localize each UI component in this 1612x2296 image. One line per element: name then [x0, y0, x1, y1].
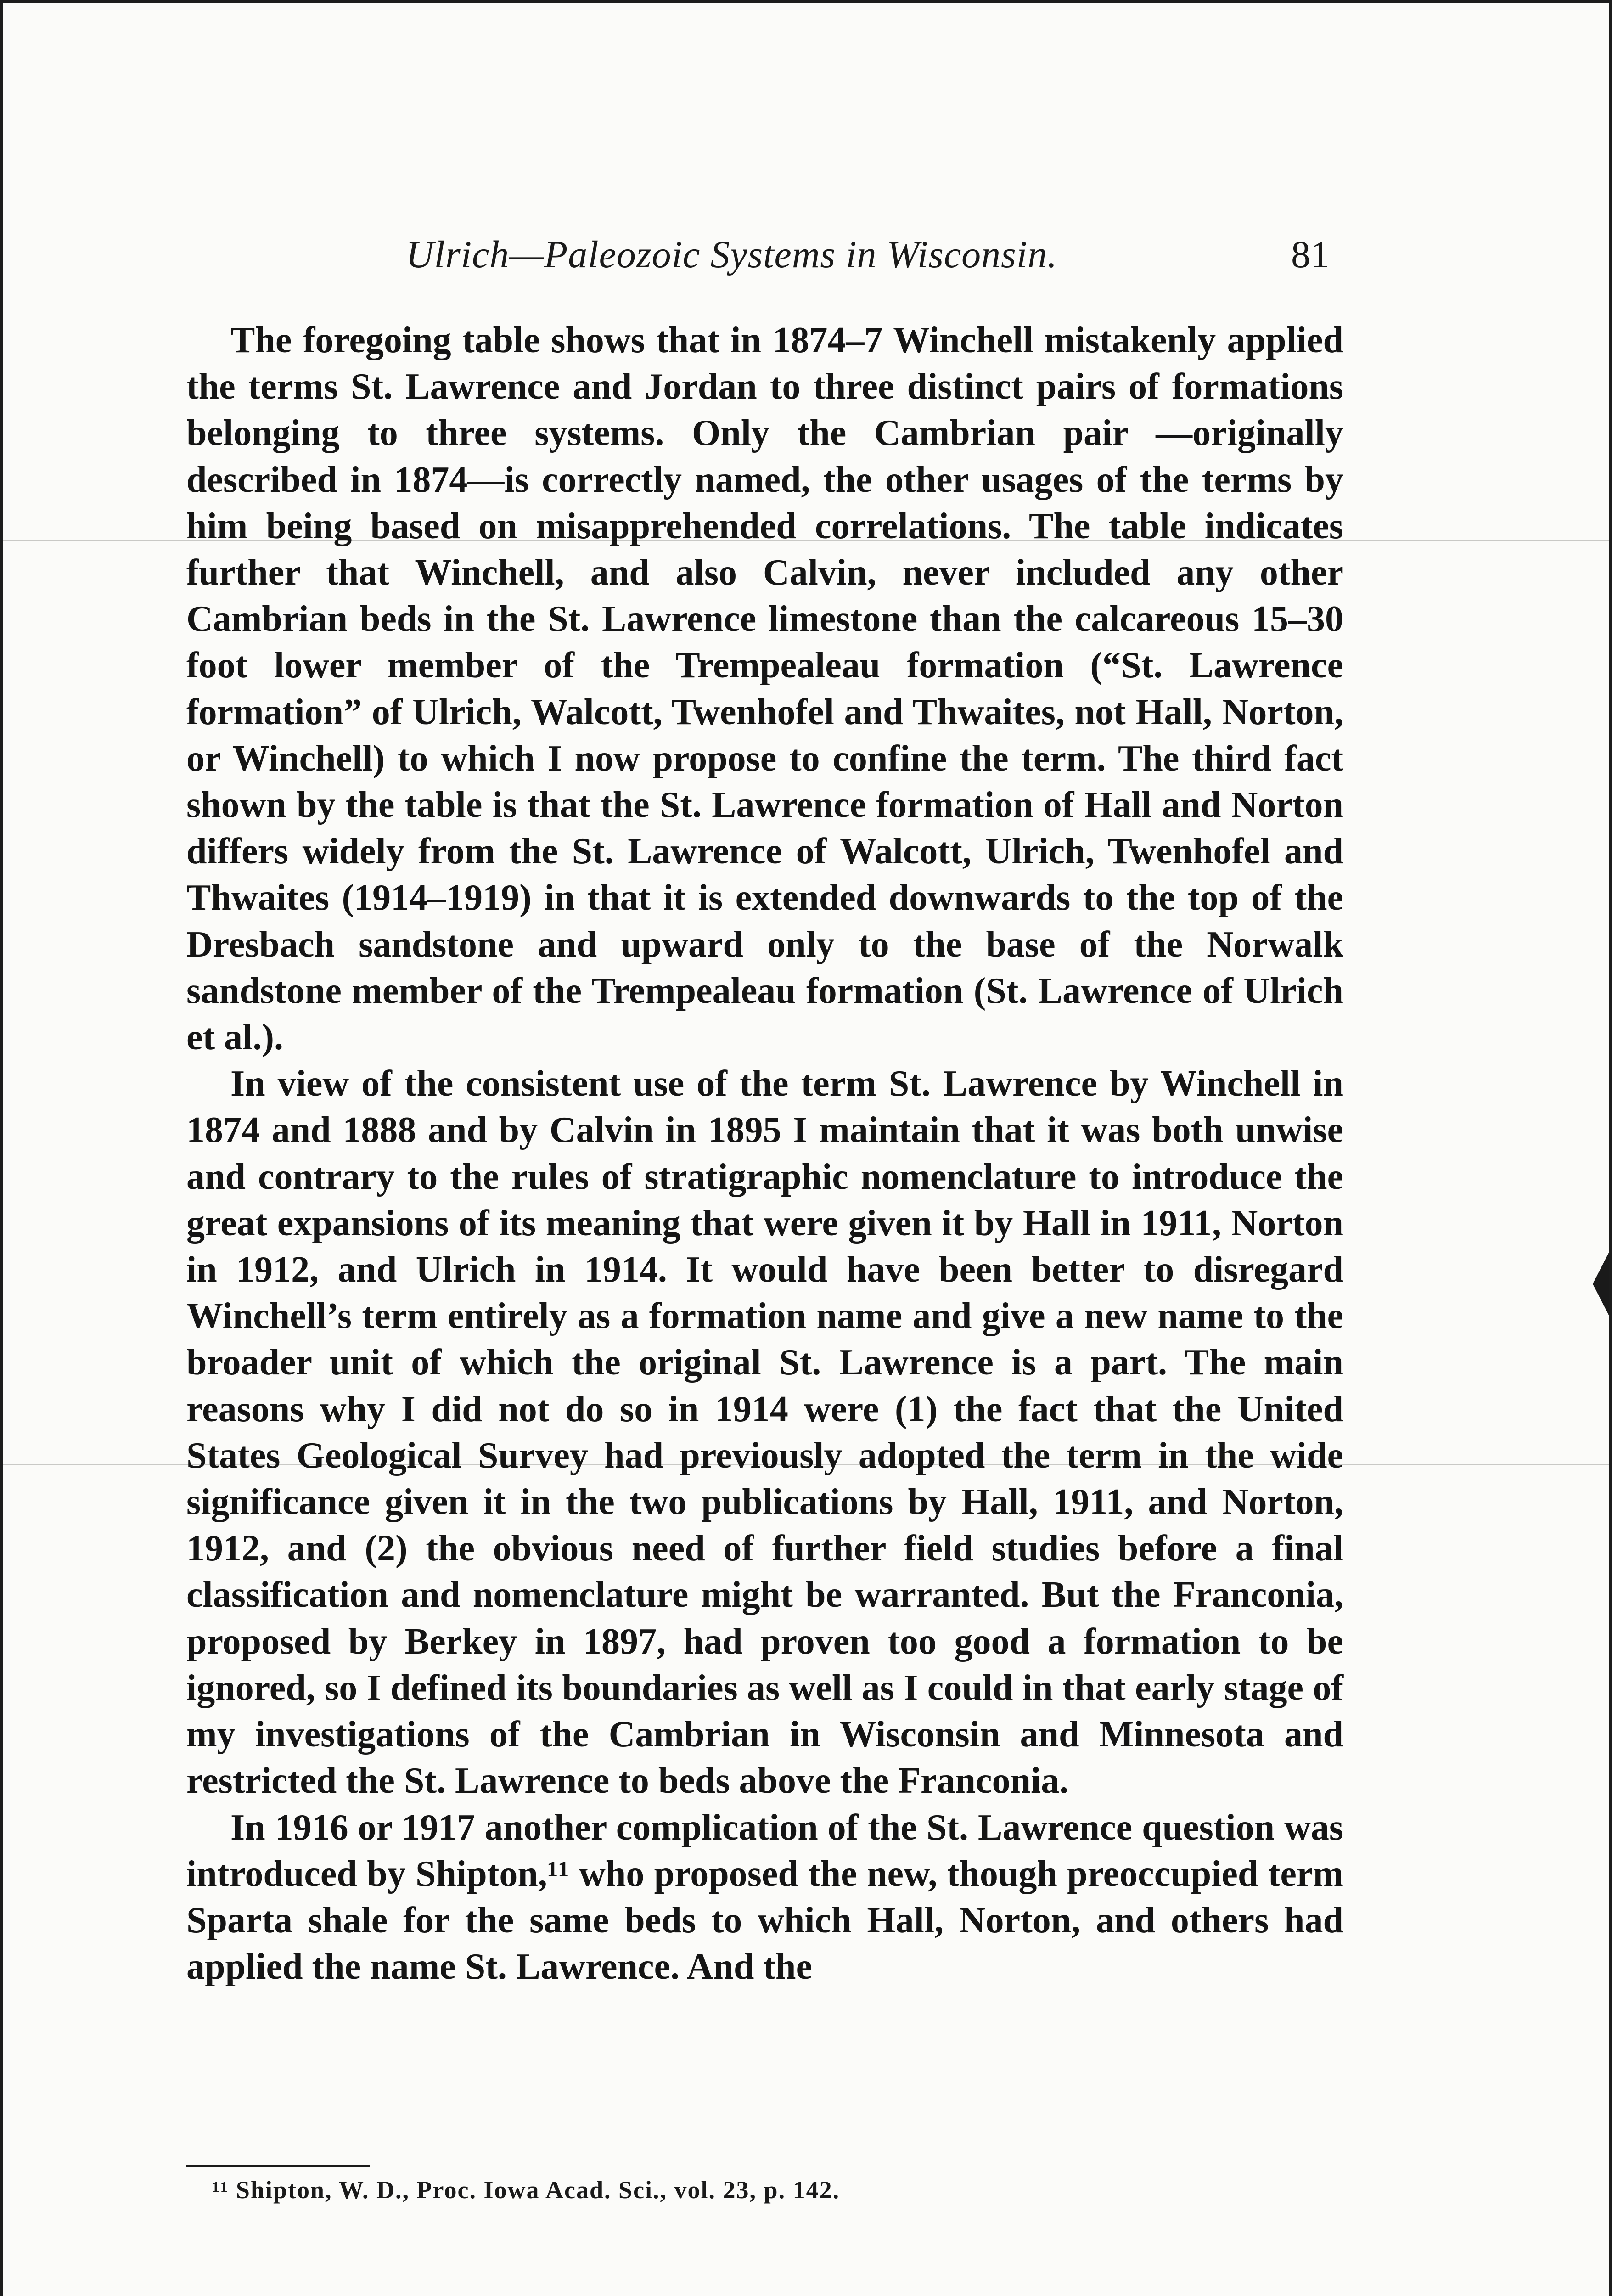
paragraph-3: In 1916 or 1917 another complication of the St. Lawrence question was introduced by Shipton,¹¹ who proposed the new, though preoccupied term Sparta shale for the same beds to which Hall, Norton, and others had applied the name St. Lawrence. And the	[186, 1807, 1343, 1987]
page-number: 81	[1291, 233, 1330, 276]
running-head	[186, 223, 1343, 287]
paragraph-2: In view of the consistent use of the term St. Lawrence by Winchell in 1874 and 1888 and by Calvin in 1895 I maintain that it was both unwise and contrary to the rules of stratigraphic nomenclature to introduce the great expansions of its meaning that were given it by Hall in 1911, Norton in 1912, and Ulrich in 1914. It would have been better to disregard Winchell’s term entirely as a formation name and give a new name to the broader unit of which the original St. Lawrence is a part. The main reasons why I did not do so in 1914 were (1) the fact that the United States Geological Survey had previously adopted the term in the wide significance given it in the two publications by Hall, 1911, and Norton, 1912, and (2) the obvious need of further field studies before a final classification and nomenclature might be warranted. But the Franconia, proposed by Berkey in 1897, had proven too good a formation to be ignored, so I defined its boundaries as well as I could in that early stage of my investigations of the Cambrian in Wisconsin and Minnesota and restricted the St. Lawrence to beds above the Franconia.	[186, 1064, 1343, 1801]
footnote-11: ¹¹ Shipton, W. D., Proc. Iowa Acad. Sci., vol. 23, p. 142.	[212, 2176, 840, 2204]
footnote-divider	[186, 2165, 370, 2167]
page-edge-mark	[1593, 1252, 1609, 1316]
body-text	[186, 317, 1343, 1990]
paragraph-1: The foregoing table shows that in 1874–7 Winchell mistakenly applied the terms St. Lawrence and Jordan to three distinct pairs of formations belonging to three systems. Only the Cambrian pair —originally described in 1874—is correctly named, the other usages of the terms by him being based on misapprehended correlations. The table indicates further that Winchell, and also Calvin, never included any other Cambrian beds in the St. Lawrence limestone than the calcareous 15–30 foot lower member of the Trempealeau formation (“St. Lawrence formation” of Ulrich, Walcott, Twenhofel and Thwaites, not Hall, Norton, or Winchell) to which I now propose to confine the term. The third fact shown by the table is that the St. Lawrence formation of Hall and Norton differs widely from the St. Lawrence of Walcott, Ulrich, Twenhofel and Thwaites (1914–1919) in that it is extended downwards to the top of the Dresbach sandstone and upward only to the base of the Norwalk sandstone member of the Trempealeau formation (St. Lawrence of Ulrich et al.).	[186, 320, 1343, 1058]
running-title: Ulrich—Paleozoic Systems in Wisconsin.	[406, 233, 1058, 276]
